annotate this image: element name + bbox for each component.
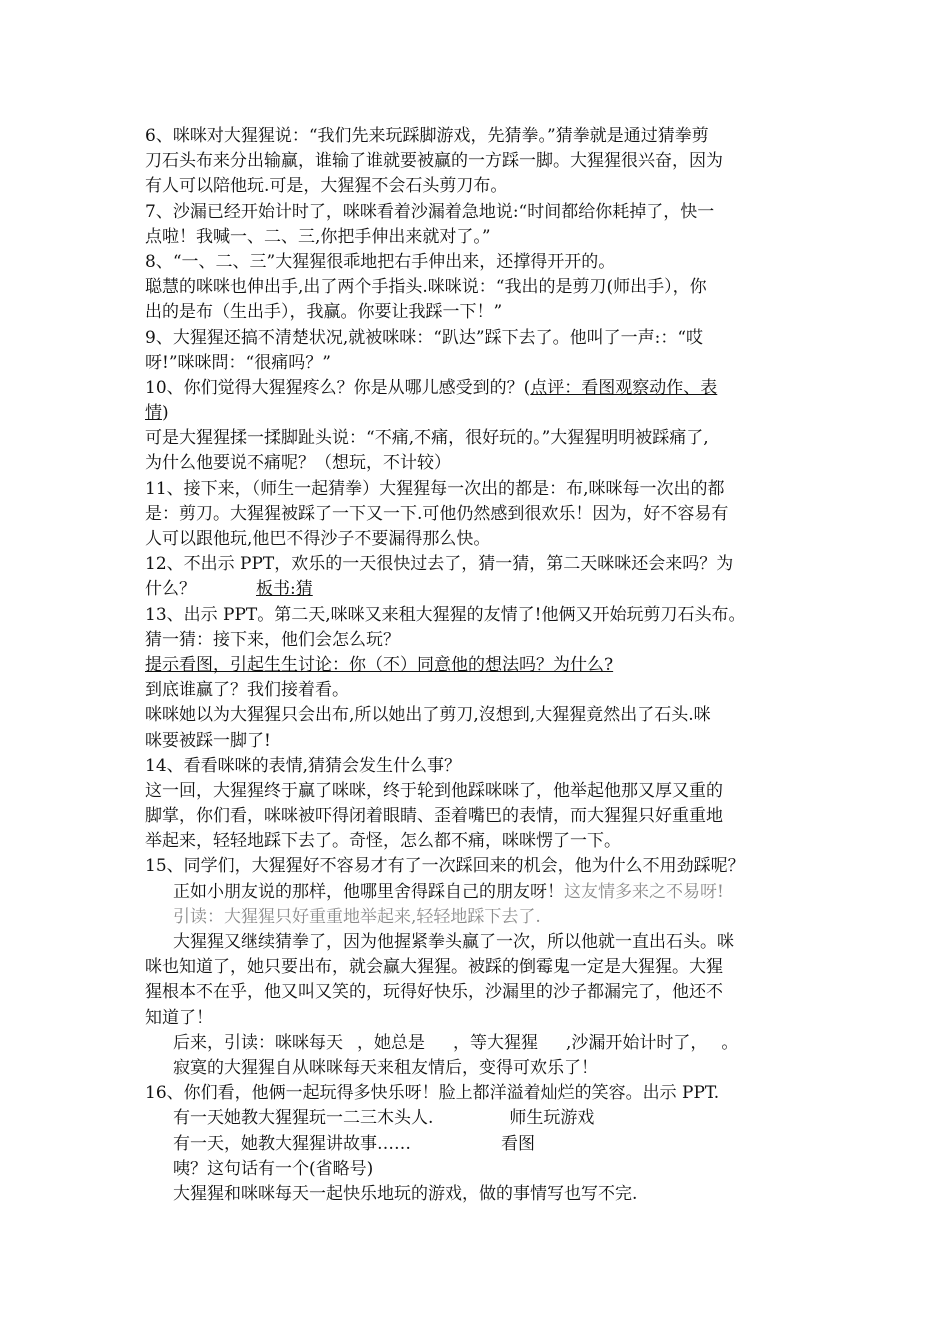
text-segment: 什么？ (145, 579, 196, 600)
text-line: 人可以跟他玩,他巴不得沙子不要漏得那么快。 (145, 529, 491, 549)
text-line: 刀石头布来分出输赢，谁输了谁就要被赢的一方踩一脚。大猩猩很兴奋，因为 (145, 151, 723, 172)
text-segment: 10、你们觉得大猩猩疼么？你是从哪儿感受到的？( (145, 377, 531, 398)
text-line-15a (145, 880, 820, 905)
text-line: 14、看看咪咪的表情,猜猜会发生什么事？ (145, 755, 462, 776)
text-segment: 有一天她教大猩猩玩一二三木头人. (173, 1108, 434, 1129)
text-line: 寂寞的大猩猩自从咪咪每天来租友情后，变得可欢乐了！ (173, 1057, 598, 1078)
text-line: 大猩猩和咪咪每天一起快乐地玩的游戏，做的事情写也写不完. (173, 1183, 638, 1204)
text-line: 出的是布（生出手），我赢。你要让我踩一下！” (145, 302, 503, 323)
underlined-prompt-line (145, 653, 820, 678)
text-line: 9、大猩猩还搞不清楚状况,就被咪咪：“趴达”踩下去了。他叫了一声:：“哎 (145, 327, 704, 348)
text-line: 知道了！ (145, 1007, 213, 1028)
gray-note: 这友情多来之不易呀! (564, 881, 724, 902)
text-line-10 (145, 376, 820, 401)
text-line: 咦？这句话有一个(省略号) (173, 1158, 374, 1179)
text-line: 13、出示 PPT。第二天,咪咪又来租大猩猩的友情了!他俩又开始玩剪刀石头布。 (145, 604, 746, 625)
comment-underlined: 点评：看图观察动作、表 (530, 377, 718, 398)
text-segment: 。 (721, 1032, 739, 1053)
gray-read-line: 引读：大猩猩只好重重地举起来,轻轻地踩下去了. (173, 906, 541, 927)
text-line: 11、接下来，（师生一起猜拳）大猩猩每一次出的都是：布,咪咪每一次出的都 (145, 478, 725, 499)
text-line: 16、你们看，他俩一起玩得多快乐呀！脸上都洋溢着灿烂的笑容。出示 PPT. (145, 1083, 720, 1104)
text-line: 猜一猜：接下来，他们会怎么玩？ (145, 629, 400, 650)
text-line: 咪咪她以为大猩猩只会出布,所以她出了剪刀,沒想到,大猩猩竟然出了石头.咪 (145, 705, 711, 726)
text-line: 15、同学们，大猩猩好不容易才有了一次踩回来的机会，他为什么不用劲踩呢？ (145, 856, 745, 877)
text-line: 咪要被踩一脚了! (145, 730, 271, 751)
text-line: 举起来，轻轻地踩下去了。奇怪，怎么都不痛，咪咪愣了一下。 (145, 831, 621, 852)
activity-note: 师生玩游戏 (509, 1108, 595, 1129)
story-line (145, 1132, 820, 1157)
text-line-12b (145, 577, 820, 602)
game-line (145, 1106, 820, 1131)
text-line: 6、咪咪对大猩猩说：“我们先来玩踩脚游戏，先猜拳。”猜拳就是通过猜拳剪 (145, 126, 709, 146)
text-line-10-cont (145, 401, 820, 426)
text-line: 到底谁赢了？我们接着看。 (145, 680, 349, 701)
text-line: 为什么他要说不痛呢？（想玩，不计较） (145, 453, 451, 474)
text-line: 有人可以陪他玩.可是，大猩猩不会石头剪刀布。 (145, 176, 508, 197)
text-segment: ，她总是 (357, 1032, 425, 1053)
text-line: 脚掌，你们看，咪咪被吓得闭着眼睛、歪着嘴巴的表情，而大猩猩只好重重地 (145, 806, 723, 827)
text-line: 聪慧的咪咪也伸出手,出了两个手指头.咪咪说：“我出的是剪刀(师出手），你 (145, 277, 707, 298)
prompt-underlined: 提示看图，引起生生讨论：你（不）同意他的想法吗？为什么? (145, 654, 614, 675)
text-line: 大猩猩又继续猜拳了，因为他握紧拳头赢了一次，所以他就一直出石头。咪 (173, 932, 734, 952)
text-line: 8、“一、二、三”大猩猩很乖地把右手伸出来，还撑得开开的。 (145, 251, 616, 272)
text-line: 猩根本不在乎，他又叫又笑的，玩得好快乐，沙漏里的沙子都漏完了，他还不 (145, 982, 723, 1003)
text-segment: ) (162, 403, 169, 424)
text-segment: ,沙漏开始计时了， (566, 1032, 708, 1053)
text-line: 咪也知道了，她只要出布，就会赢大猩猩。被踩的倒霉鬼一定是大猩猩。大猩 (145, 957, 723, 978)
activity-note: 看图 (501, 1133, 535, 1154)
text-segment: ，等大猩猩 (453, 1032, 538, 1053)
text-line: 呀!”咪咪問：“很痛吗？” (145, 352, 331, 373)
text-line: 12、不出示 PPT，欢乐的一天很快过去了，猜一猜，第二天咪咪还会来吗？为 (145, 554, 734, 575)
text-segment: 正如小朋友说的那样，他哪里舍得踩自己的朋友呀！ (173, 881, 564, 902)
text-line: 是：剪刀。大猩猩被踩了一下又一下.可他仍然感到很欢乐！因为，好不容易有 (145, 503, 729, 524)
comment-underlined: 情 (145, 403, 162, 424)
guided-reading-line (145, 1031, 820, 1056)
text-segment: 后来，引读：咪咪每天 (173, 1032, 343, 1053)
text-line: 这一回，大猩猩终于赢了咪咪，终于轮到他踩咪咪了，他举起他那又厚又重的 (145, 780, 723, 801)
text-line: 点啦！我喊一、二、三,你把手伸出来就对了。” (145, 226, 491, 247)
text-segment: 有一天，她教大猩猩讲故事…… (173, 1133, 411, 1154)
board-note-underlined: 板书:猜 (256, 579, 313, 600)
text-line: 7、沙漏已经开始计时了，咪咪看着沙漏着急地说:“时间都给你耗掉了，快一 (145, 201, 715, 222)
text-line: 可是大猩猩揉一揉脚趾头说：“不痛,不痛，很好玩的。”大猩猩明明被踩痛了, (145, 428, 709, 449)
